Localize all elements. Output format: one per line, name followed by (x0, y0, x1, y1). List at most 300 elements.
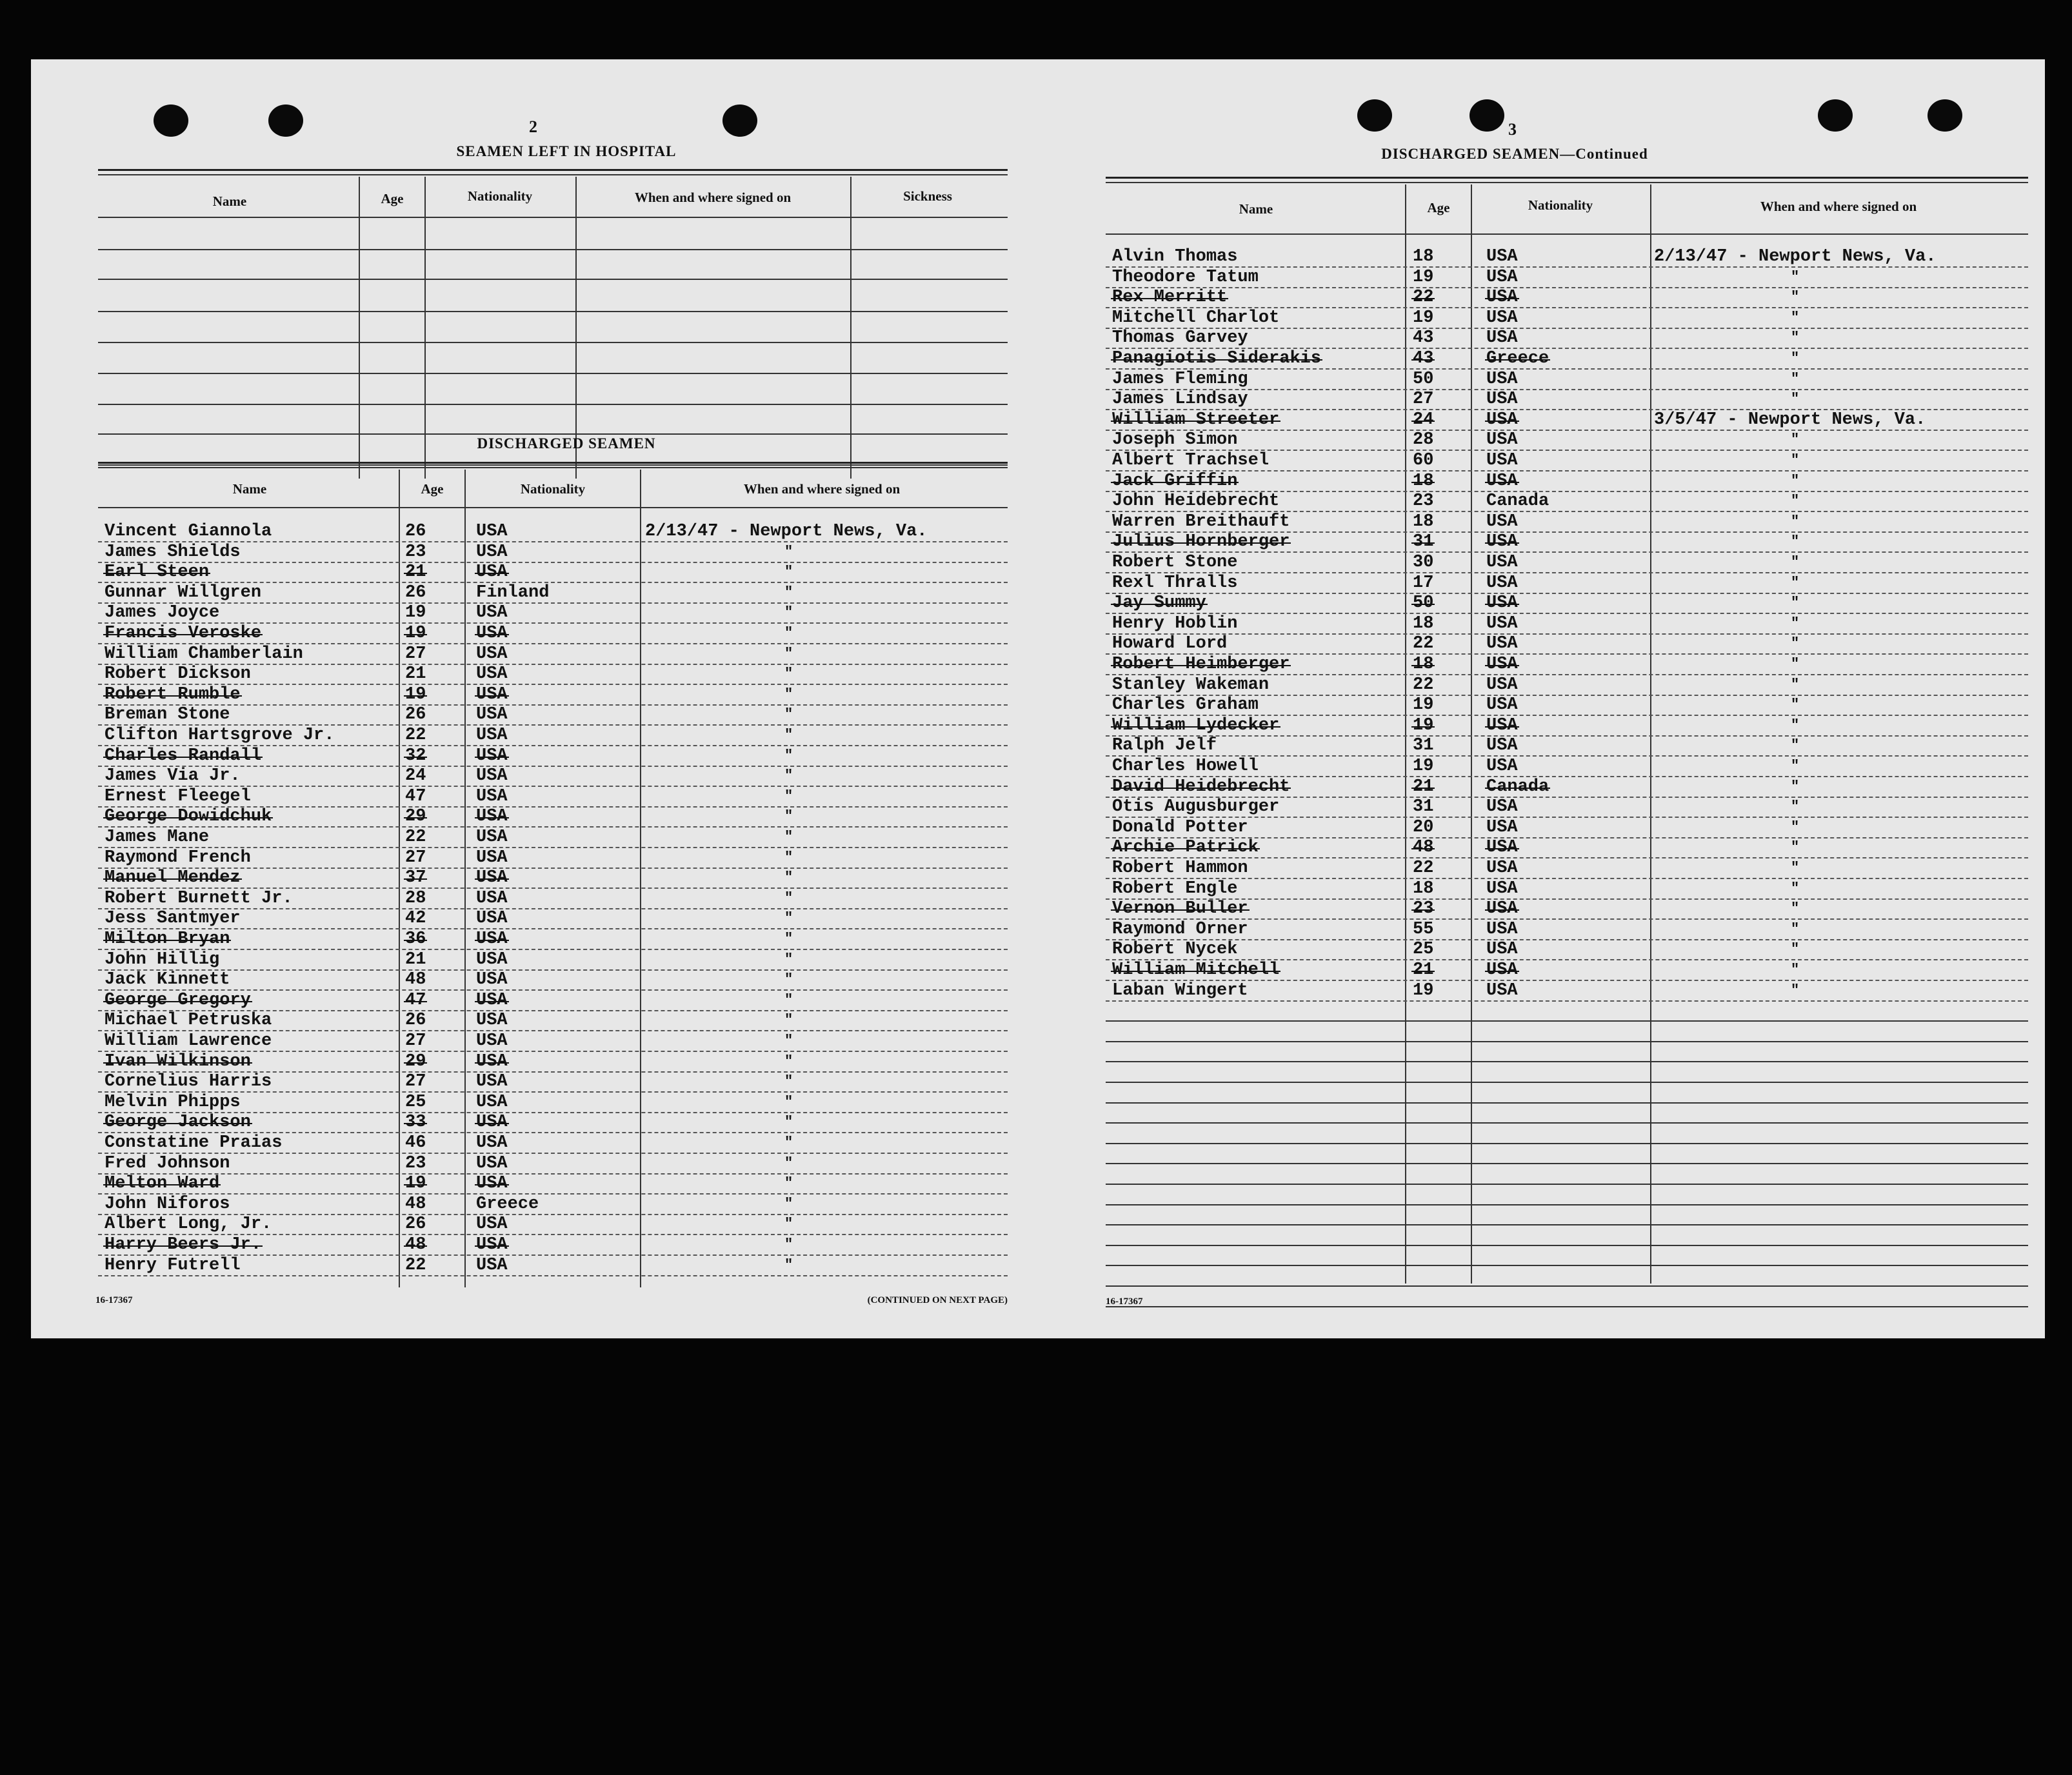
continued-note: (CONTINUED ON NEXT PAGE) (867, 1295, 1008, 1305)
signed-on-entry: " (784, 1053, 793, 1069)
seaman-nationality: USA (476, 1174, 508, 1194)
form-number: 16-17367 (95, 1295, 133, 1305)
table-row (1106, 511, 2028, 533)
seaman-nationality: USA (1486, 899, 1518, 919)
seaman-age: 18 (1413, 247, 1434, 266)
seaman-age: 19 (405, 603, 426, 623)
seaman-name: Breman Stone (105, 705, 230, 725)
seaman-name: John Niforos (105, 1194, 230, 1214)
seaman-age: 19 (1413, 980, 1434, 1000)
empty-row-line (1106, 1061, 2028, 1062)
seaman-age: 22 (1413, 858, 1434, 878)
table-row (1106, 898, 2028, 920)
table-row (1106, 246, 2028, 268)
seaman-age: 21 (405, 664, 426, 684)
seaman-nationality: USA (1486, 328, 1518, 348)
signed-on-entry: " (1791, 289, 1800, 306)
table-row (98, 1071, 1008, 1093)
seaman-age: 26 (405, 522, 426, 541)
seaman-age: 48 (1413, 838, 1434, 858)
seaman-name: Robert Burnett Jr. (105, 888, 293, 908)
form-number: 16-17367 (1106, 1296, 1143, 1307)
seaman-age: 31 (1413, 797, 1434, 817)
table-row (1106, 593, 2028, 614)
empty-row-line (1106, 1184, 2028, 1185)
column-header-signed-on: When and where signed on (743, 481, 901, 497)
seaman-name: Jack Kinnett (105, 970, 230, 990)
table-row (98, 582, 1008, 604)
table-row (1106, 878, 2028, 900)
seaman-age: 23 (1413, 491, 1434, 511)
table-row (98, 542, 1008, 563)
table-row (1106, 837, 2028, 858)
signed-on-entry: " (784, 1216, 793, 1233)
seaman-nationality: USA (1486, 858, 1518, 878)
empty-row-line (98, 311, 1008, 312)
column-header-signed-on: When and where signed on (1760, 199, 1917, 214)
right-page (1063, 59, 2045, 1338)
seaman-nationality: USA (476, 1072, 508, 1092)
seaman-name: Jess Santmyer (105, 909, 241, 929)
seaman-nationality: Finland (476, 582, 550, 602)
seaman-nationality: USA (476, 726, 508, 745)
seaman-age: 24 (405, 766, 426, 786)
seaman-age: 29 (405, 1051, 426, 1071)
signed-on-entry: " (1791, 920, 1800, 937)
seaman-name: Thomas Garvey (1112, 328, 1248, 348)
seaman-nationality: USA (1486, 878, 1518, 898)
table-row (98, 684, 1008, 706)
signed-on-entry: " (784, 604, 793, 621)
header-bottom-rule (1106, 233, 2028, 235)
seaman-nationality: USA (476, 868, 508, 888)
seaman-name: James Lindsay (1112, 390, 1248, 410)
seaman-nationality: USA (476, 828, 508, 847)
signed-on-entry: " (784, 829, 793, 845)
table-row (1106, 573, 2028, 594)
seaman-age: 18 (1413, 878, 1434, 898)
table-row (98, 990, 1008, 1011)
seaman-age: 22 (1413, 675, 1434, 695)
table-row (98, 827, 1008, 848)
seaman-nationality: USA (476, 1133, 508, 1153)
seaman-age: 50 (1413, 369, 1434, 389)
seaman-age: 27 (405, 848, 426, 868)
signed-on-entry: " (1791, 615, 1800, 631)
seaman-nationality: USA (476, 766, 508, 786)
seaman-age: 26 (405, 1011, 426, 1031)
table-row (1106, 308, 2028, 329)
left-page (31, 59, 1063, 1338)
table-row (98, 949, 1008, 971)
table-row (1106, 675, 2028, 696)
column-header-name: Name (1239, 201, 1273, 217)
seaman-name: Warren Breithauft (1112, 511, 1290, 531)
seaman-name: Joseph Simon (1112, 430, 1238, 450)
punch-hole (154, 104, 188, 137)
seaman-age: 19 (1413, 267, 1434, 287)
seaman-nationality: Greece (1486, 349, 1549, 368)
table-row (1106, 858, 2028, 879)
seaman-age: 25 (1413, 940, 1434, 960)
signed-on-entry: " (1791, 595, 1800, 611)
seaman-age: 19 (1413, 695, 1434, 715)
seaman-name: Michael Petruska (105, 1011, 272, 1031)
seaman-nationality: USA (1486, 471, 1518, 491)
empty-row-line (98, 404, 1008, 405)
seaman-nationality: Canada (1486, 777, 1549, 797)
seaman-nationality: USA (1486, 980, 1518, 1000)
seaman-nationality: USA (1486, 613, 1518, 633)
seaman-age: 19 (1413, 308, 1434, 328)
seaman-name: James Joyce (105, 603, 220, 623)
seaman-name: George Gregory (105, 990, 251, 1010)
seaman-nationality: USA (476, 1153, 508, 1173)
table-row (1106, 654, 2028, 675)
signed-on-entry: " (784, 706, 793, 723)
seaman-age: 17 (1413, 573, 1434, 593)
seaman-name: Julius Hornberger (1112, 532, 1290, 552)
seaman-nationality: USA (476, 970, 508, 990)
seaman-name: Vernon Buller (1112, 899, 1248, 919)
table-row (98, 969, 1008, 991)
seaman-name: Alvin Thomas (1112, 247, 1238, 266)
seaman-name: Robert Rumble (105, 684, 241, 704)
seaman-nationality: USA (476, 949, 508, 969)
seaman-age: 19 (1413, 715, 1434, 735)
table-row (98, 1194, 1008, 1215)
seaman-name: James Fleming (1112, 369, 1248, 389)
seaman-name: James Shields (105, 542, 241, 562)
seaman-age: 19 (1413, 757, 1434, 776)
signed-on-entry: " (784, 1135, 793, 1151)
page-number: 2 (529, 117, 537, 136)
empty-row-line (1106, 1102, 2028, 1104)
seaman-age: 33 (405, 1113, 426, 1133)
signed-on-entry: " (784, 1012, 793, 1029)
signed-on-entry: " (1791, 431, 1800, 448)
seaman-age: 47 (405, 990, 426, 1010)
seaman-nationality: USA (476, 1235, 508, 1254)
seaman-name: David Heidebrecht (1112, 777, 1290, 797)
header-bottom-rule (98, 507, 1008, 508)
signed-on-entry: " (784, 747, 793, 764)
table-row (1106, 389, 2028, 410)
seaman-name: Melton Ward (105, 1174, 220, 1194)
seaman-age: 21 (1413, 777, 1434, 797)
table-row (1106, 410, 2028, 431)
seaman-name: Charles Graham (1112, 695, 1259, 715)
table-row (1106, 817, 2028, 838)
seaman-nationality: USA (1486, 267, 1518, 287)
seaman-nationality: USA (476, 603, 508, 623)
table-row (98, 725, 1008, 746)
seaman-age: 22 (405, 726, 426, 745)
seaman-name: Henry Hoblin (1112, 613, 1238, 633)
seaman-name: George Dowidchuk (105, 807, 272, 827)
column-header-nationality: Nationality (520, 481, 586, 497)
seaman-age: 43 (1413, 328, 1434, 348)
seaman-nationality: USA (476, 562, 508, 582)
seaman-nationality: USA (476, 888, 508, 908)
table-row (1106, 633, 2028, 655)
signed-on-entry: " (784, 1256, 793, 1273)
seaman-name: James Via Jr. (105, 766, 241, 786)
seaman-age: 19 (405, 684, 426, 704)
seaman-nationality: USA (476, 644, 508, 664)
seaman-nationality: USA (1486, 410, 1518, 430)
signed-on-entry: " (784, 686, 793, 702)
seaman-nationality: USA (1486, 715, 1518, 735)
seaman-name: Raymond French (105, 848, 251, 868)
seaman-nationality: USA (1486, 655, 1518, 674)
seaman-age: 26 (405, 705, 426, 725)
seaman-name: Robert Engle (1112, 878, 1238, 898)
seaman-nationality: USA (476, 1011, 508, 1031)
seaman-name: Melvin Phipps (105, 1092, 241, 1112)
empty-row-line (1106, 1143, 2028, 1144)
seaman-age: 23 (405, 542, 426, 562)
signed-on-entry: " (1791, 452, 1800, 468)
signed-on-entry: " (784, 584, 793, 600)
seaman-name: William Lydecker (1112, 715, 1280, 735)
punch-hole (1357, 99, 1392, 132)
page-number: 3 (1508, 120, 1517, 139)
seaman-name: Stanley Wakeman (1112, 675, 1270, 695)
seaman-age: 48 (405, 970, 426, 990)
hospital-section-title: SEAMEN LEFT IN HOSPITAL (456, 143, 677, 159)
seaman-nationality: USA (476, 990, 508, 1010)
signed-on-entry: " (784, 991, 793, 1008)
table-row (1106, 471, 2028, 492)
signed-on-entry: " (1791, 818, 1800, 835)
signed-on-entry: " (784, 931, 793, 947)
table-row (1106, 348, 2028, 370)
column-header-nationality: Nationality (467, 188, 533, 204)
signed-on-entry: " (784, 564, 793, 580)
table-row (1106, 695, 2028, 716)
seaman-nationality: USA (476, 542, 508, 562)
seaman-nationality: USA (1486, 430, 1518, 450)
seaman-nationality: USA (1486, 675, 1518, 695)
signed-on-entry: " (784, 1175, 793, 1192)
seaman-nationality: USA (476, 1255, 508, 1275)
seaman-age: 28 (1413, 430, 1434, 450)
signed-on-entry: " (784, 971, 793, 988)
table-row (98, 929, 1008, 950)
seaman-age: 26 (405, 1215, 426, 1235)
empty-row-line (1106, 1082, 2028, 1083)
seaman-name: Donald Potter (1112, 817, 1248, 837)
seaman-name: William Lawrence (105, 1031, 272, 1051)
signed-on-entry: " (1791, 982, 1800, 998)
signed-on-entry: " (1791, 860, 1800, 876)
column-header-name: Name (212, 193, 247, 209)
seaman-name: Robert Dickson (105, 664, 251, 684)
seaman-nationality: USA (1486, 593, 1518, 613)
signed-on-entry: " (1791, 574, 1800, 591)
seaman-age: 60 (1413, 451, 1434, 470)
signed-on-entry: " (1791, 513, 1800, 530)
seaman-nationality: USA (476, 848, 508, 868)
seaman-age: 19 (405, 624, 426, 643)
signed-on-entry: " (1791, 370, 1800, 387)
seaman-nationality: USA (476, 807, 508, 827)
signed-on-entry: " (1791, 941, 1800, 958)
seaman-age: 48 (405, 1235, 426, 1254)
seaman-name: Ernest Fleegel (105, 786, 251, 806)
table-row (98, 1133, 1008, 1154)
seaman-age: 26 (405, 582, 426, 602)
table-row (98, 1235, 1008, 1256)
table-row (98, 644, 1008, 665)
seaman-age: 29 (405, 807, 426, 827)
signed-on-entry: " (784, 645, 793, 662)
seaman-nationality: USA (1486, 573, 1518, 593)
signed-on-entry: " (1791, 798, 1800, 815)
table-top-rule (98, 169, 1008, 171)
seaman-age: 50 (1413, 593, 1434, 613)
document-sheet (31, 59, 2045, 1338)
seaman-name: Laban Wingert (1112, 980, 1248, 1000)
signed-on-entry: " (1791, 717, 1800, 733)
seaman-name: Gunnar Willgren (105, 582, 262, 602)
table-row (98, 1092, 1008, 1113)
empty-row-line (1106, 1041, 2028, 1042)
table-row (1106, 756, 2028, 777)
seaman-nationality: USA (476, 664, 508, 684)
seaman-age: 46 (405, 1133, 426, 1153)
seaman-name: Rex Merritt (1112, 288, 1228, 308)
table-row (1106, 369, 2028, 390)
table-row (1106, 287, 2028, 308)
table-row (98, 908, 1008, 929)
signed-on-entry: " (1791, 472, 1800, 489)
column-header-age: Age (421, 481, 444, 497)
seaman-name: Robert Heimberger (1112, 655, 1290, 674)
signed-on-entry: " (784, 849, 793, 866)
seaman-name: Archie Patrick (1112, 838, 1259, 858)
table-row (98, 1214, 1008, 1235)
column-header-name: Name (232, 481, 267, 497)
seaman-name: Howard Lord (1112, 634, 1228, 654)
seaman-nationality: USA (476, 786, 508, 806)
seaman-nationality: USA (1486, 634, 1518, 654)
seaman-age: 27 (1413, 390, 1434, 410)
signed-on-entry: " (784, 1195, 793, 1212)
table-row (98, 1031, 1008, 1052)
table-row (98, 806, 1008, 828)
seaman-age: 37 (405, 868, 426, 888)
seaman-age: 24 (1413, 410, 1434, 430)
discharged-section-title: DISCHARGED SEAMEN (477, 435, 656, 451)
table-row (98, 623, 1008, 644)
seaman-nationality: USA (476, 1113, 508, 1133)
signed-on-entry: " (1791, 962, 1800, 978)
punch-hole (1818, 99, 1853, 132)
table-row (1106, 531, 2028, 553)
seaman-name: Ralph Jelf (1112, 736, 1217, 756)
seaman-name: Vincent Giannola (105, 522, 272, 541)
seaman-nationality: Canada (1486, 491, 1549, 511)
column-header-signed-on: When and where signed on (634, 190, 792, 205)
seaman-age: 18 (1413, 655, 1434, 674)
signed-on-entry: " (1791, 676, 1800, 693)
signed-on-entry: " (784, 910, 793, 927)
seaman-name: Manuel Mendez (105, 868, 241, 888)
seaman-age: 47 (405, 786, 426, 806)
seaman-age: 18 (1413, 511, 1434, 531)
punch-hole (1469, 99, 1504, 132)
signed-on-entry: " (1791, 900, 1800, 917)
table-row (1106, 267, 2028, 288)
seaman-nationality: USA (1486, 797, 1518, 817)
signed-on-entry: " (784, 1033, 793, 1049)
seaman-nationality: Greece (476, 1194, 539, 1214)
signed-on-entry: " (1791, 268, 1800, 285)
empty-row-line (1106, 1265, 2028, 1266)
seaman-age: 31 (1413, 532, 1434, 552)
seaman-name: Theodore Tatum (1112, 267, 1259, 287)
signed-on-entry: " (784, 1093, 793, 1110)
table-row (98, 521, 1008, 542)
punch-hole (722, 104, 757, 137)
table-row (98, 1112, 1008, 1133)
signed-on-entry: " (784, 1073, 793, 1090)
signed-on-entry: " (784, 1114, 793, 1131)
seaman-age: 36 (405, 929, 426, 949)
empty-row-line (98, 464, 1008, 466)
seaman-name: William Chamberlain (105, 644, 303, 664)
empty-row-line (1106, 1122, 2028, 1124)
seaman-nationality: USA (1486, 919, 1518, 939)
seaman-name: Harry Beers Jr. (105, 1235, 262, 1254)
seaman-nationality: USA (1486, 757, 1518, 776)
seaman-name: William Streeter (1112, 410, 1280, 430)
seaman-name: Ivan Wilkinson (105, 1051, 251, 1071)
table-top-rule (1106, 177, 2028, 179)
table-top-rule (98, 174, 1008, 175)
table-row (1106, 328, 2028, 349)
table-row (1106, 777, 2028, 798)
empty-row-line (1106, 1285, 2028, 1287)
signed-on-entry: 3/5/47 - Newport News, Va. (1654, 410, 1926, 430)
discharged-continued-title: DISCHARGED SEAMEN—Continued (1381, 146, 1648, 162)
signed-on-entry: " (784, 1236, 793, 1253)
seaman-age: 22 (405, 1255, 426, 1275)
seaman-nationality: USA (476, 1215, 508, 1235)
seaman-age: 22 (1413, 634, 1434, 654)
seaman-name: Francis Veroske (105, 624, 262, 643)
seaman-nationality: USA (1486, 960, 1518, 980)
table-top-rule (1106, 182, 2028, 183)
seaman-age: 25 (405, 1092, 426, 1112)
table-row (98, 786, 1008, 808)
seaman-nationality: USA (1486, 838, 1518, 858)
signed-on-entry: " (784, 808, 793, 825)
seaman-nationality: USA (1486, 451, 1518, 470)
table-row (1106, 980, 2028, 1002)
seaman-age: 23 (405, 1153, 426, 1173)
seaman-age: 18 (1413, 471, 1434, 491)
seaman-nationality: USA (476, 522, 508, 541)
table-row (1106, 939, 2028, 960)
seaman-age: 42 (405, 909, 426, 929)
table-row (98, 868, 1008, 889)
signed-on-entry: " (784, 543, 793, 560)
table-row (1106, 430, 2028, 451)
signed-on-entry: " (784, 768, 793, 784)
